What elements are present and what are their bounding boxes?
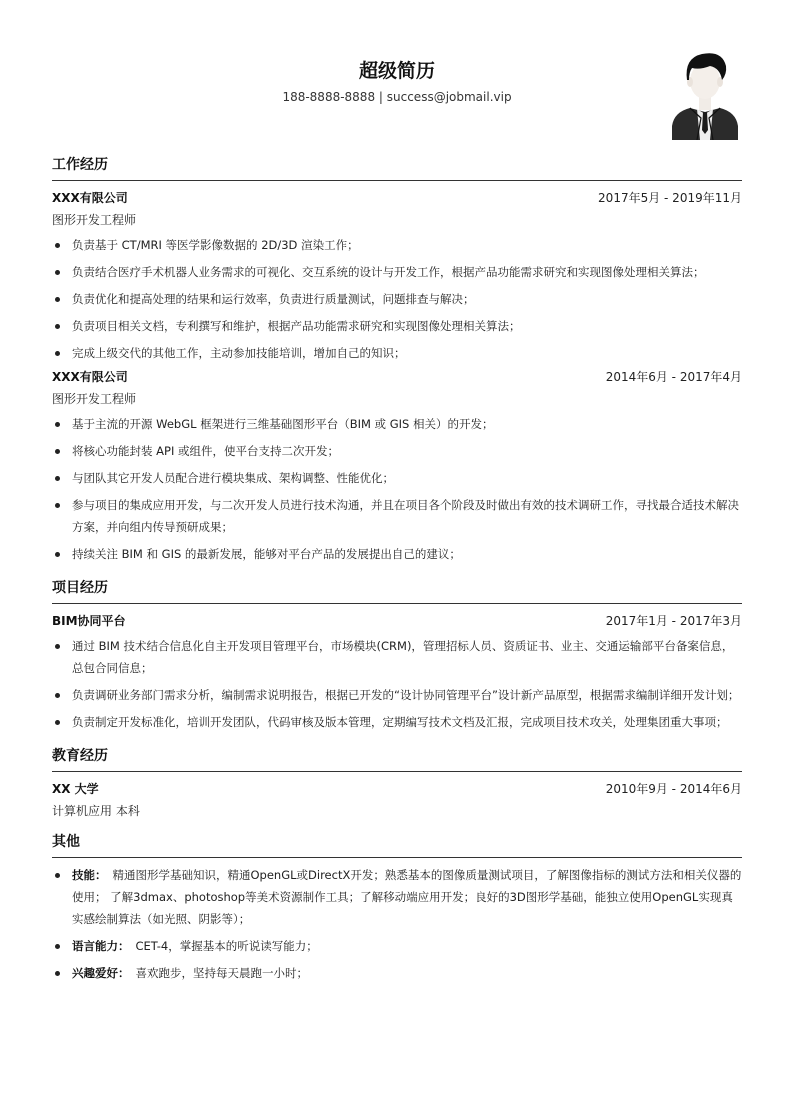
list-item: 持续关注 BIM 和 GIS 的最新发展，能够对平台产品的发展提出自己的建议； <box>52 543 742 565</box>
contact-info: 188-8888-8888 | success@jobmail.vip <box>282 90 512 104</box>
list-item <box>52 864 742 930</box>
job-entry <box>52 190 742 364</box>
list-item: 负责调研业务部门需求分析，编制需求说明报告，根据已开发的“设计协同管理平台”设计新产品原型，根据需求编制详细开发计划； <box>52 684 742 706</box>
other-section-title: 其他 <box>52 831 742 858</box>
list-item: 负责项目相关文档，专利撰写和维护，根据产品功能需求研究和实现图像处理相关算法； <box>52 315 742 337</box>
job-role: 图形开发工程师 <box>52 213 137 227</box>
list-item: 负责结合医疗手术机器人业务需求的可视化、交互系统的设计与开发工作，根据产品功能需求研究和实现图像处理相关算法； <box>52 261 742 283</box>
projects-section-title: 项目经历 <box>52 577 742 604</box>
list-item: 与团队其它开发人员配合进行模块集成、架构调整、性能优化； <box>52 467 742 489</box>
list-item: 基于主流的开源 WebGL 框架进行三维基础图形平台（BIM 或 GIS 相关）的开发； <box>52 413 742 435</box>
list-item: 参与项目的集成应用开发，与二次开发人员进行技术沟通，并且在项目各个阶段及时做出有效的技术调研工作，寻找最合适技术解决方案，并向组内传导预研成果； <box>52 494 742 538</box>
language-label: 语言能力： <box>72 939 130 953</box>
list-item <box>52 935 742 957</box>
job-entry <box>52 369 742 565</box>
job-date: 2017年5月 - 2019年11月 <box>598 191 742 205</box>
project-date: 2017年1月 - 2017年3月 <box>605 614 742 628</box>
list-item: 通过 BIM 技术结合信息化自主开发项目管理平台，市场模块(CRM)，管理招标人员、资质证书、业主、交通运输部平台备案信息，总包合同信息； <box>52 635 742 679</box>
project-entry <box>52 613 742 733</box>
list-item: 负责优化和提高处理的结果和运行效率，负责进行质量测试，问题排查与解决； <box>52 288 742 310</box>
company-name: XXX有限公司 <box>52 370 128 384</box>
hobby-text: 喜欢跑步，坚持每天晨跑一小时； <box>135 966 308 980</box>
job-bullets <box>52 234 742 364</box>
candidate-name: 超级简历 <box>358 60 435 82</box>
language-text: CET-4，掌握基本的听说读写能力； <box>135 939 318 953</box>
job-role: 图形开发工程师 <box>52 392 137 406</box>
skills-text: 精通图形学基础知识，精通OpenGL或DirectX开发；熟悉基本的图像质量测试项目，了解图像指标的测试方法和相关仪器的使用； 了解3dmax、photoshop等美术资源制作工具；了解移动端应用开发；良好的3D图形学基础，能独立使用OpenGL实现真实感绘制算法（如光照、阴影等）； <box>72 868 742 926</box>
list-item: 负责制定开发标准化，培训开发团队，代码审核及版本管理，定期编写技术文档及汇报，完成项目技术攻关，处理集团重大事项； <box>52 711 742 733</box>
list-item: 将核心功能封装 API 或组件，使平台支持二次开发； <box>52 440 742 462</box>
other-section <box>52 831 742 984</box>
list-item: 完成上级交代的其他工作，主动参加技能培训，增加自己的知识； <box>52 342 742 364</box>
avatar <box>670 48 740 140</box>
education-section-title: 教育经历 <box>52 745 742 772</box>
project-name: BIM协同平台 <box>52 614 126 628</box>
list-item <box>52 962 742 984</box>
job-bullets <box>52 413 742 565</box>
work-section-title: 工作经历 <box>52 154 742 181</box>
work-section <box>52 154 742 565</box>
school-name: XX 大学 <box>52 782 99 796</box>
projects-section <box>52 577 742 733</box>
list-item: 负责基于 CT/MRI 等医学影像数据的 2D/3D 渲染工作； <box>52 234 742 256</box>
major-degree: 计算机应用 本科 <box>52 804 140 818</box>
project-bullets <box>52 635 742 733</box>
education-date: 2010年9月 - 2014年6月 <box>605 782 742 796</box>
skills-label: 技能： <box>72 868 107 882</box>
company-name: XXX有限公司 <box>52 191 128 205</box>
education-section <box>52 745 742 819</box>
resume-header <box>52 0 742 142</box>
other-bullets <box>52 864 742 984</box>
hobby-label: 兴趣爱好： <box>72 966 130 980</box>
job-date: 2014年6月 - 2017年4月 <box>605 370 742 384</box>
